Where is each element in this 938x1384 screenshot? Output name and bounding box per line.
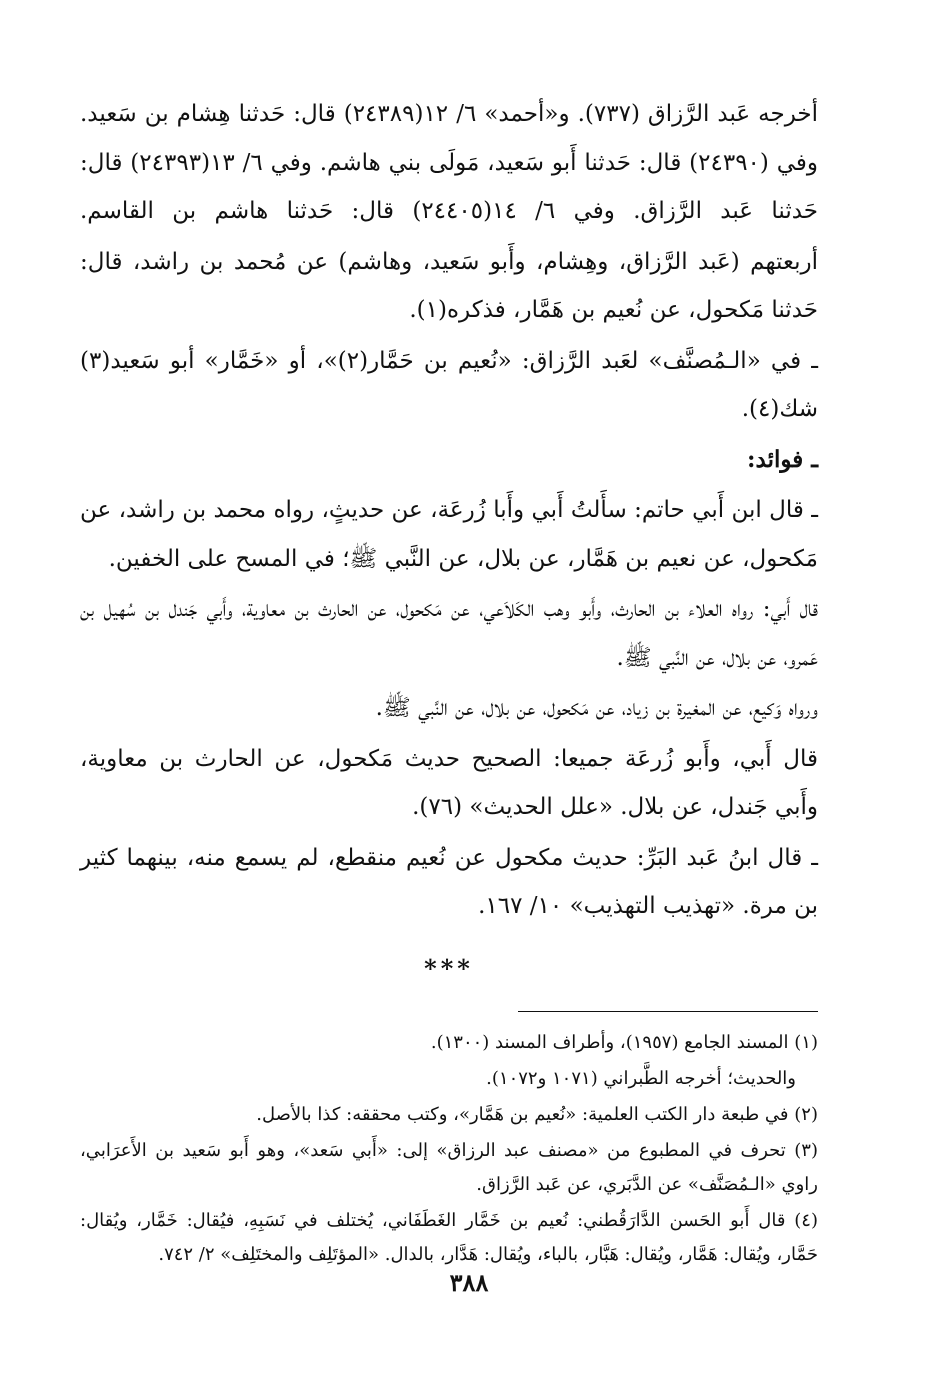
main-text [80,90,818,931]
paragraph-waki: ورواه وَكيع، عن المغيرة بن زياد، عن مَكحول، عن بلال، عن النَّبي ﷺ. [375,695,818,721]
page-body [80,90,818,1274]
footnote-divider [518,1011,818,1012]
section-separator: *** [424,953,474,983]
footnote-1: (١) المسند الجامع (١٩٥٧)، وأطراف المسند (١٣٠٠). [430,1031,818,1053]
footnote-3: (٣) تحرف في المطبوع من «مصنف عبد الرزاق» إلى: «أَبي سَعد»، وهو أَبو سَعيد بن الأَعرَابي، راوي «الـمُصَنَّف» عن الدَّبَري، عن عَبد الرَّزاق. [80,1139,818,1195]
paragraph-ibn-abi-hatim: ـ قال ابن أَبي حاتم: سأَلتُ أَبي وأَبا زُرعَة، عن حديثٍ، رواه محمد بن راشد، عن مَكحول، عن نعيم بن هَمَّار، عن بلال، عن النَّبي ﷺ؛ في المسح على الخفين. [80,497,818,572]
paragraph-musannaf-note: ـ في «الـمُصنَّف» لعَبد الرَّزاق: «نُعيم بن حَمَّار(٢)»، أو «خَمَّار» أبو سَعيد(٣) شك(٤). [80,347,818,422]
paragraph-abi-riwayah: قال أَبي: رواه العلاء بن الحارث، وأَبو وهب الكَلاَعي، عن مَكحول، عن الحارث بن معاوية، وأَبي جَندل بن سُهيل بن عَمرو، عن بلال، عن النَّبي ﷺ. [80,596,818,671]
paragraph-ibn-abd-albarr: ـ قال ابنُ عَبد البَرِّ: حديث مكحول عن نُعيم منقطع، لم يسمع منه، بينهما كثير بن مرة. «تهذيب التهذيب» ١٠/ ١٦٧. [80,844,818,919]
page-number: ٣٨٨ [449,1268,489,1297]
paragraph-sahih: قال أَبي، وأَبو زُرعَة جميعا: الصحيح حديث مَكحول، عن الحارث بن معاوية، وأَبي جَندل، عن بلال. «علل الحديث» (٧٦). [80,745,818,820]
footnotes [80,1026,818,1272]
footnote-4: (٤) قال أَبو الحَسن الدَّارَقُطني: نُعيم بن خَمَّار الغَطَفَاني، يُختلف في نَسَبِهِ، فيُقال: خَمَّار، ويُقال: حَمَّار، ويُقال: هَمَّار، ويُقال: هَبَّار، بالباء، ويُقال: هَدَّار، بالدال. «المؤتَلِف والمختَلِف» ٢/ ٧٤٢. [80,1209,818,1265]
footnote-1-continued: والحديث؛ أخرجه الطَّبراني (١٠٧١ و١٠٧٢). [486,1067,796,1089]
paragraph-takhrij: أخرجه عَبد الرَّزاق (٧٣٧). و«أحمد» ٦/ ١٢(٢٤٣٨٩) قال: حَدثنا هِشام بن سَعيد. وفي (٢٤٣٩٠) قال: حَدثنا أَبو سَعيد، مَولَى بني هاشم. وفي ٦/ ١٣(٢٤٣٩٣) قال: حَدثنا عَبد الرَّزاق. وفي ٦/ ١٤(٢٤٤٠٥) قال: حَدثنا هاشم بن القاسم. [80,101,819,224]
fawaid-heading: ـ فوائد: [747,445,818,473]
paragraph-four-narrators: أربعتهم (عَبد الرَّزاق، وهِشام، وأَبو سَعيد، وهاشم) عن مُحمد بن راشد، قال: حَدثنا مَكحول، عن نُعيم بن هَمَّار، فذكره(١). [80,248,818,323]
footnote-2: (٢) في طبعة دار الكتب العلمية: «نُعيم بن هَمَّار»، وكتب محققه: كذا بالأصل. [256,1103,818,1125]
